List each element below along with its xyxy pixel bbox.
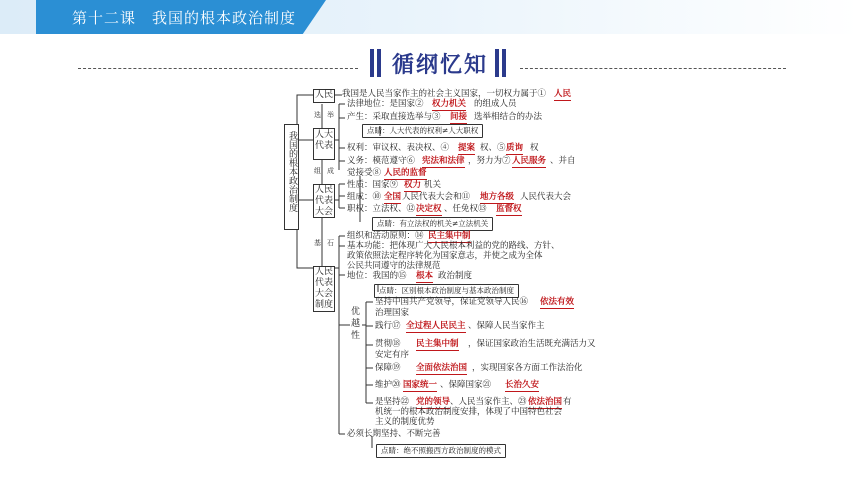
y4-pre: 保障⑲ bbox=[375, 363, 401, 373]
blank-3: 间接 bbox=[450, 112, 468, 122]
renda-l2-mid: 人民代表大会和⑪ bbox=[402, 192, 471, 202]
blank-19: 全面依法治国 bbox=[416, 363, 468, 373]
y6-pre: 是坚持㉒ bbox=[375, 397, 410, 407]
blank-14: 民主集中制 bbox=[428, 231, 471, 241]
y2-post: 、保障人民当家作主 bbox=[468, 321, 545, 331]
node-renmin bbox=[313, 89, 335, 103]
section-title: 循纲忆知 bbox=[392, 53, 489, 78]
blank-6: 宪法和法律 bbox=[422, 156, 465, 166]
node-zhidu-label: 人民代表大会制度 bbox=[315, 267, 334, 310]
renmin-text: 我国是人民当家作主的社会主义国家，一切权力属于① bbox=[342, 89, 547, 99]
zhidu-l4: 公民共同遵守的法律规范 bbox=[347, 261, 441, 271]
blank-23: 依法治国 bbox=[528, 397, 563, 407]
connector-ji: 基 bbox=[314, 239, 321, 247]
lesson-title: 第十二课 我国的根本政治制度 bbox=[72, 9, 297, 27]
y6c: 主义的制度优势 bbox=[375, 417, 435, 427]
blank-12: 决定权 bbox=[416, 204, 442, 214]
blank-8: 人民的监督 bbox=[384, 168, 427, 178]
daibiao-l2-pre: 产生：采取直接选举与③ bbox=[347, 112, 441, 122]
zhidu-l2: 基本功能：把体现广大人民根本利益的党的路线、方针、 bbox=[347, 241, 560, 251]
note-renda: 点睛：有立法权的机关≠立法机关 bbox=[372, 217, 493, 231]
y3b: 安定有序 bbox=[375, 350, 410, 360]
blank-5: 质询 bbox=[506, 143, 524, 153]
blank-2: 权力机关 bbox=[432, 99, 467, 109]
zhidu-l5-post: 政治制度 bbox=[438, 271, 473, 281]
connector-cheng: 成 bbox=[327, 167, 334, 175]
note-daibiao: 点睛：人大代表的权利≠人大职权 bbox=[362, 124, 483, 138]
daibiao-l4-pre: 义务：模范遵守⑥ bbox=[347, 156, 416, 166]
y6-mid: 、人民当家作主、㉓ bbox=[450, 397, 527, 407]
renda-l1-pre: 性质：国家⑨ bbox=[347, 180, 399, 190]
youyue-text: 优越性 bbox=[351, 307, 361, 341]
blank-15: 根本 bbox=[416, 271, 434, 281]
blank-22: 党的领导 bbox=[416, 397, 451, 407]
blank-7: 人民服务 bbox=[512, 156, 547, 166]
node-renda bbox=[313, 184, 335, 218]
daibiao-l4-post: 、并自 bbox=[550, 156, 576, 166]
y3-post: ，保证国家政治生活既充满活力又 bbox=[468, 339, 596, 349]
zhidu-l1-pre: 组织和活动原则：⑭ bbox=[347, 231, 424, 241]
zhidu-l3: 政策依照法定程序转化为国家意志，并使之成为全体 bbox=[347, 251, 543, 261]
daibiao-l3-mid: 权、⑤ bbox=[480, 143, 506, 153]
connector-zu: 组 bbox=[314, 167, 321, 175]
y3-pre: 贯彻⑱ bbox=[375, 339, 401, 349]
daibiao-l1-post: 的组成人员 bbox=[474, 99, 517, 109]
y5-mid: 、保障国家㉑ bbox=[440, 380, 492, 390]
connector-ju: 举 bbox=[327, 111, 334, 119]
blank-21: 长治久安 bbox=[505, 380, 540, 390]
daibiao-l3-post: 权 bbox=[530, 143, 539, 153]
blank-20: 国家统一 bbox=[403, 380, 438, 390]
connector-xuan: 选 bbox=[314, 111, 321, 119]
daibiao-l1-pre: 法律地位：是国家② bbox=[347, 99, 424, 109]
zhidu-l5-pre: 地位：我国的⑮ bbox=[347, 271, 407, 281]
blank-18: 民主集中制 bbox=[416, 339, 459, 349]
y1b: 治理国家 bbox=[375, 308, 410, 318]
daibiao-l4-mid: ，努力为⑦ bbox=[468, 156, 511, 166]
blank-4: 提案 bbox=[458, 143, 476, 153]
blank-1: 人民 bbox=[554, 89, 572, 99]
renda-l1-post: 机关 bbox=[424, 180, 442, 190]
renda-l2-pre: 组成：⑩ bbox=[347, 192, 382, 202]
y6-post: 有 bbox=[563, 397, 572, 407]
zhidu-last: 必须长期坚持、不断完善 bbox=[347, 429, 441, 439]
node-renmin-label: 人民 bbox=[314, 90, 333, 100]
node-zhidu bbox=[313, 266, 335, 312]
blank-10: 全国 bbox=[384, 192, 402, 202]
daibiao-l3-pre: 权利：审议权、表决权、④ bbox=[347, 143, 450, 153]
youyue-label bbox=[351, 306, 361, 342]
blank-9: 权力 bbox=[404, 180, 422, 190]
note-zhidu: 点睛：区别根本政治制度与基本政治制度 bbox=[374, 284, 519, 298]
renda-l3-pre: 职权：立法权、⑫ bbox=[347, 204, 416, 214]
daibiao-l2-post: 选举相结合的办法 bbox=[474, 112, 543, 122]
blank-11: 地方各级 bbox=[480, 192, 515, 202]
y4-post: ，实现国家各方面工作法治化 bbox=[472, 363, 583, 373]
node-daibiao-label: 人大代表 bbox=[315, 130, 334, 151]
y2-pre: 践行⑰ bbox=[375, 321, 401, 331]
renda-l2-post: 人民代表大会 bbox=[520, 192, 572, 202]
connector-shi: 石 bbox=[327, 239, 334, 247]
note-last: 点睛：绝不照搬西方政治制度的模式 bbox=[376, 444, 506, 458]
blank-13: 监督权 bbox=[496, 204, 522, 214]
daibiao-l5-pre: 觉接受⑧ bbox=[347, 168, 382, 178]
y1-pre: 坚持中国共产党领导，保证党领导人民⑯ bbox=[375, 297, 529, 307]
node-renda-label: 人民代表大会 bbox=[315, 185, 334, 217]
root-label: 我国的根本政治制度 bbox=[287, 131, 297, 212]
blank-17: 全过程人民民主 bbox=[406, 321, 466, 331]
root-box bbox=[284, 124, 299, 230]
blank-16: 依法有效 bbox=[540, 297, 575, 307]
renda-l3-mid: 、任免权⑬ bbox=[444, 204, 487, 214]
y6b: 机统一的根本政治制度安排，体现了中国特色社会 bbox=[375, 407, 563, 417]
node-daibiao bbox=[313, 128, 335, 160]
y5-pre: 维护⑳ bbox=[375, 380, 401, 390]
